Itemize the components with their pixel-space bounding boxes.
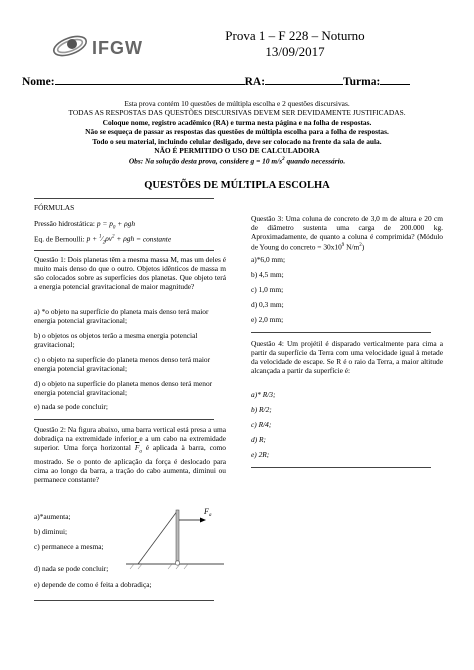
section-title: QUESTÕES DE MÚLTIPLA ESCOLHA: [144, 180, 330, 191]
q3-option-a: a)*6,0 mm;: [251, 255, 286, 264]
divider: [34, 419, 214, 420]
q1-option-e: e) nada se pode concluir;: [34, 402, 108, 411]
bernoulli-formula: Eq. de Bernoulli: $p + ^1⁄_2\rho v^2 + \rho gh$ = constante: [34, 234, 172, 246]
turma-label: Turma:: [343, 76, 381, 88]
exam-title: Prova 1 – F 228 – Noturno: [225, 28, 365, 43]
q2-option-c: c) permanece a mesma;: [34, 542, 104, 551]
instruction-note: Obs: Na solução desta prova, considere g = 10 $m/s^2$ quando necessário.: [128, 156, 346, 166]
bar-cable-figure: [120, 500, 225, 570]
question-2-text: Questão 2: Na figura abaixo, uma barra vertical está presa a uma dobradiça na extremidade inferior e a um cabo na extremidade superior. Uma força horizontal $\overline{F}_a$ é aplicada à barra, como mostrado. Se o ponto de aplicação da força é deslocado para cima ao longo da barra, a tração do cabo aumenta, diminui ou permanece constante?: [34, 425, 227, 484]
q4-option-e: e) 2R;: [251, 450, 270, 459]
question-1-text: Questão 1: Dois planetas têm a mesma massa M, mas um deles é muito mais denso do que o outro. Objetos idênticos de massa m são colocados sobre as superfícies dos planetas. Que objeto terá a energia potencial gravitacional de maior magnitude?: [34, 255, 226, 292]
instruction-line: Todo o seu material, incluindo celular desligado, deve ser colocado na frente da sala de aula.: [92, 136, 382, 146]
q1-option-a: a) *o objeto na superfície do planeta mais denso terá maior energia potencial gravitacional;: [34, 307, 209, 326]
turma-blank[interactable]: [380, 84, 410, 85]
q3-option-d: d) 0,3 mm;: [251, 300, 284, 309]
q3-option-e: e) 2,0 mm;: [251, 315, 284, 324]
q1-option-d: d) o objeto na superfície do planeta menos denso terá menor energia potencial gravitacional;: [34, 379, 213, 398]
instruction-line: Coloque nome, registro acadêmico (RA) e turma nesta página e na folha de respostas.: [102, 117, 372, 127]
identification-line: [22, 76, 452, 88]
q4-option-d: d) R;: [251, 435, 266, 444]
q4-option-a: a)* R/3;: [251, 390, 276, 399]
instructions-block: [22, 99, 452, 166]
q2-option-a: a)*aumenta;: [34, 512, 71, 521]
exam-header: [190, 28, 400, 60]
question-4-text: Questão 4: Um projétil é disparado verticalmente para cima a partir da superfície da Terra com uma velocidade igual à metade da velocidade de escape. Se R é o raio da Terra, a maior altitude alcançada a partir da superfície é:: [251, 339, 443, 376]
q4-option-b: b) R/2;: [251, 405, 272, 414]
exam-date: 13/09/2017: [265, 44, 325, 59]
divider: [251, 467, 431, 468]
ra-blank[interactable]: [265, 84, 343, 85]
q2-option-e: e) depende de como é feita a dobradiça;: [34, 580, 152, 589]
name-label: Nome:: [22, 76, 55, 88]
divider: [251, 332, 431, 333]
q3-option-c: c) 1,0 mm;: [251, 285, 284, 294]
q2-option-d: d) nada se pode concluir;: [34, 564, 109, 573]
q1-option-b: b) o objetos os objetos terão a mesma energia potencial gravitacional;: [34, 331, 198, 350]
instruction-line: TODAS AS RESPOSTAS DAS QUESTÕES DISCURSIVAS DEVEM SER DEVIDAMENTE JUSTIFICADAS.: [68, 108, 406, 118]
divider: [34, 198, 214, 199]
q1-option-c: c) o objeto na superfície do planeta menos denso terá maior energia potencial gravitacional;: [34, 355, 211, 374]
svg-text:F: F: [204, 507, 209, 516]
svg-text:IFGW: IFGW: [92, 38, 143, 58]
instruction-line: Esta prova contém 10 questões de múltipla escolha e 2 questões discursivas.: [124, 99, 350, 108]
ra-label: RA:: [244, 76, 266, 88]
question-3-text: Questão 3: Uma coluna de concreto de 3,0 m de altura e 20 cm de diâmetro sustenta uma carga de 200.000 kg. Aproximadamente, de quanto a coluna é comprimida? (Módulo de Young do concreto = $30x10^9$ $N/m^2$): [251, 214, 443, 252]
q4-option-c: c) R/4;: [251, 420, 272, 429]
q3-option-b: b) 4,5 mm;: [251, 270, 284, 279]
formulas-heading: FÓRMULAS: [34, 203, 75, 212]
divider: [34, 250, 214, 251]
instruction-line: Não se esqueça de passar as respostas das questões de múltipla escolha para a folha de respostas.: [85, 127, 389, 137]
instruction-line: NÃO É PERMITIDO O USO DE CALCULADORA: [154, 146, 320, 156]
q2-option-b: b) diminui;: [34, 527, 68, 536]
ifgw-logo: [50, 24, 150, 68]
svg-text:a: a: [209, 513, 212, 518]
name-blank[interactable]: [55, 84, 245, 85]
divider: [34, 600, 214, 601]
hydrostatic-formula: Pressão hidrostática: $p = p_0 + \rho gh$: [34, 219, 136, 231]
force-symbol: $\overline{F}_a$: [134, 443, 142, 455]
